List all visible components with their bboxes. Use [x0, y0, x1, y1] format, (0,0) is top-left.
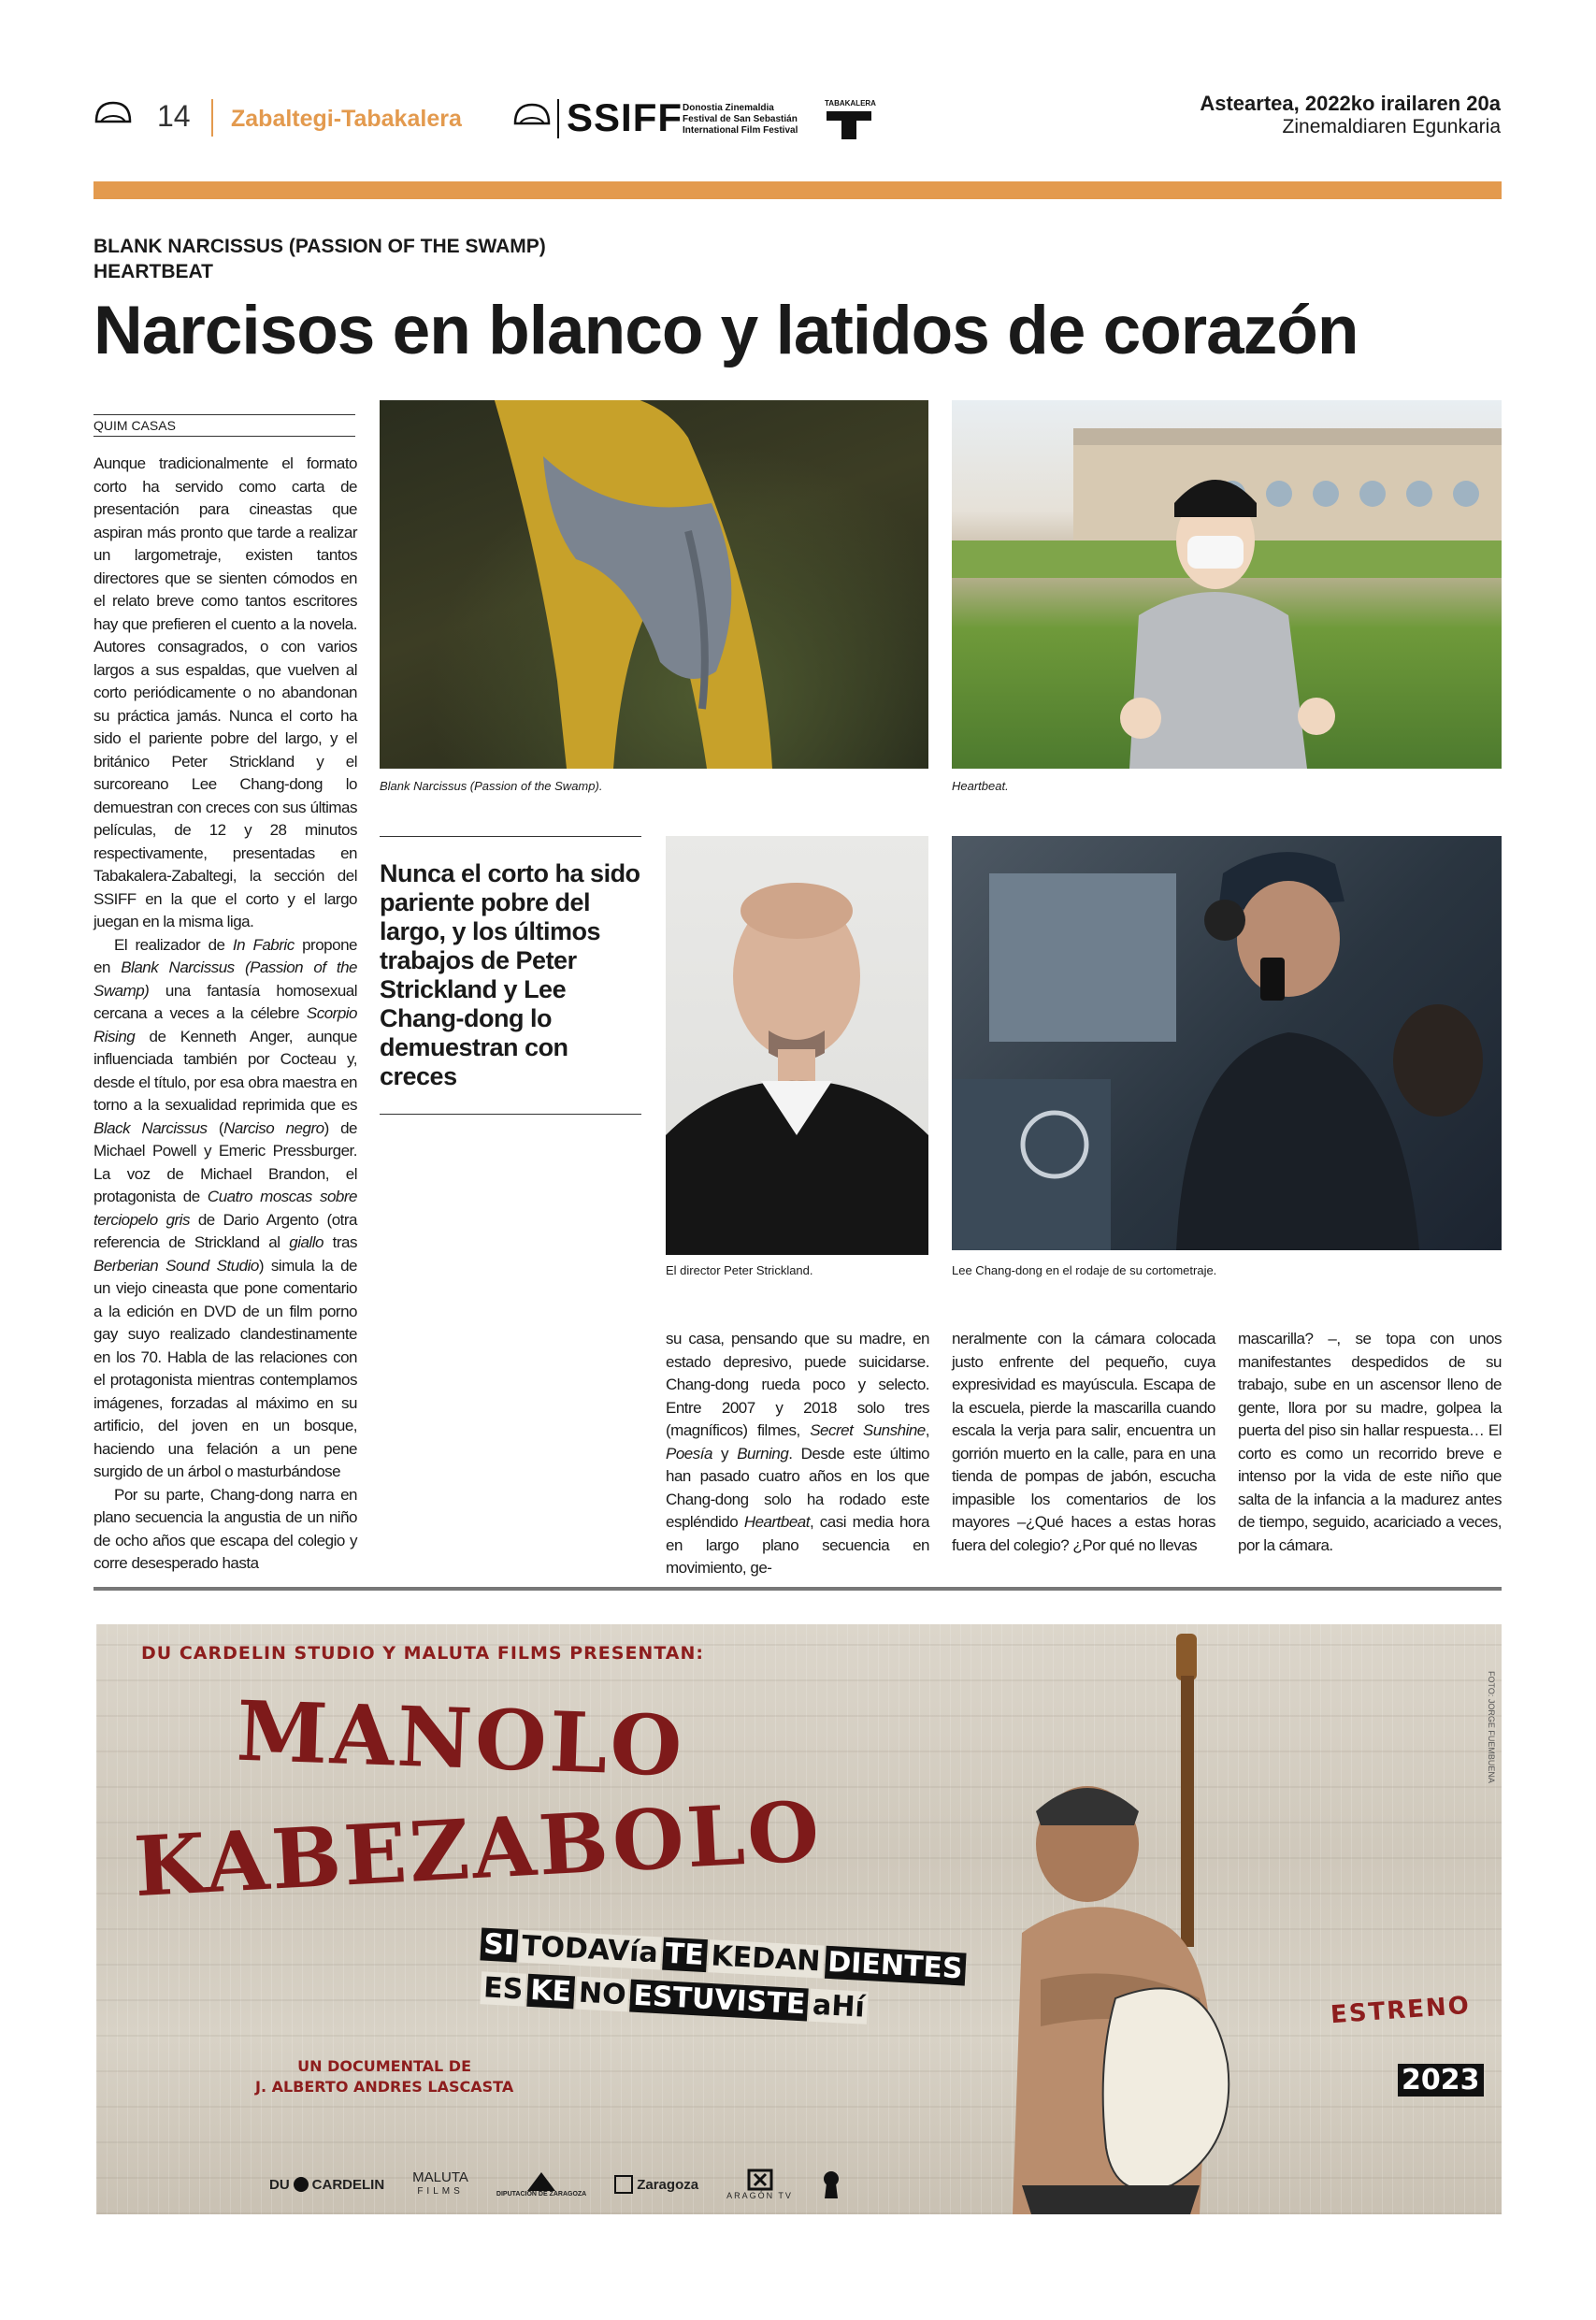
sponsor-aragon-tv: ARAGÓN TV: [726, 2169, 793, 2200]
caption-photo-3: El director Peter Strickland.: [666, 1263, 813, 1277]
header-rule: [93, 181, 1502, 199]
body-text: El realizador de: [114, 935, 233, 954]
body-text: (: [207, 1118, 224, 1137]
paragraph-3: Por su parte, Chang-dong narra en plano secuencia la angustia de un niño de ocho años que escapa del colegio y corre desesperado hasta: [93, 1485, 357, 1572]
ad-release-label: ESTRENO: [1330, 1991, 1472, 2030]
ad-title-line-2: KABEZABOLO: [131, 1781, 825, 1916]
section-name: Zabaltegi-Tabakalera: [231, 106, 462, 132]
film-title-text: Narciso negro: [223, 1118, 324, 1137]
paragraph-1: Aunque tradicionalmente el formato corto ha servido como carta de presentación para cineastas que aspiran más pronto que tarde a realizar un largometraje, existen tantos directores que se sienten cómodos en el relato breve como tantos escritores hay que prefieren el cuento a la novela. Autores consagrados, o con varios largos a sus espaldas, que vuelven al corto periódicamente o no abandonan su práctica jamás. Nunca el corto ha sido el pariente pobre del largo, y el británico Peter Strickland y el surcoreano Lee Chang-dong lo demuestran con creces con sus últimas películas, de 12 y 28 minutos respectivamente, presentadas en Tabakalera-Zabaltegi, la sección del SSIFF en la que el corto y el largo juegan en la misma liga.: [93, 454, 357, 930]
article-kicker: BLANK NARCISSUS (PASSION OF THE SWAMP) HEARTBEAT: [93, 236, 546, 282]
photo-peter-strickland: [666, 836, 928, 1255]
film-title-text: Poesía: [666, 1444, 712, 1463]
body-text: su casa, pensando que su madre, en estado depresivo, puede suicidarse. Chang-dong rueda poco y selecto. Entre 2007 y 2018 solo tres (magníficos) filmes,: [666, 1330, 929, 1439]
body-text: de Dario Argento (otra referencia de Strickland al: [93, 1210, 358, 1251]
issue-date: Asteartea, 2022ko irailaren 20a: [1200, 92, 1501, 115]
film-title-text: giallo: [289, 1233, 324, 1251]
body-text: , casi media hora en largo plano secuencia en movimiento, ge-: [666, 1513, 929, 1577]
article-column-2: [666, 1328, 929, 1580]
ad-musician-photo: [985, 1624, 1340, 2214]
shell-logo-icon: [93, 99, 133, 130]
byline: QUIM CASAS: [93, 414, 355, 437]
body-text: propone en: [93, 935, 357, 976]
ad-release-year: 2023: [1398, 2064, 1484, 2097]
ssiff-logo: SSIFF: [567, 95, 683, 139]
film-title-text: Cuatro moscas sobre terciopelo gris: [93, 1188, 357, 1229]
ad-separator: [93, 1587, 1502, 1591]
film-title-text: Burning: [737, 1444, 789, 1463]
body-text: y: [712, 1444, 738, 1463]
article-column-3: neralmente con la cámara colocada justo enfrente del pequeño, cuya expresividad es mayúscula. Escapa de la escuela, pierde la mascarilla cuando escala la verja para salir, encuentra un gorrión muerto en la calle, para en una tienda de pompas de jabón, escucha impasible los comentarios de los mayores –¿Qué haces a estas horas fuera del colegio? ¿Por qué no llevas: [952, 1330, 1215, 1554]
article-column-1: [93, 453, 357, 1576]
ssiff-shell-icon: [512, 101, 552, 132]
cardelin-circle-icon: [294, 2177, 309, 2192]
tabakalera-logo: TABAKALERA: [825, 99, 873, 144]
page-number: 14: [157, 99, 191, 133]
header-divider: [211, 99, 213, 137]
pull-quote: Nunca el corto ha sido pariente pobre del largo, y los últimos trabajos de Peter Strickland y Lee Chang-dong lo demuestran con creces: [380, 836, 641, 1115]
diputacion-triangle-icon: [527, 2172, 555, 2191]
body-text: ) de Michael Powell y Emeric Pressburger. La voz de Michael Brandon, el protagonista de: [93, 1118, 357, 1205]
body-text: ,: [925, 1421, 929, 1439]
ad-director-credit: UN DOCUMENTAL DE J. ALBERTO ANDRES LASCASTA: [255, 2057, 514, 2096]
brand-divider: [557, 99, 559, 138]
film-advertisement: [96, 1624, 1502, 2214]
body-text: . Desde este último han pasado cuatro años en los que Chang-dong solo ha rodado este espléndido: [666, 1444, 930, 1531]
photo-heartbeat: [952, 400, 1502, 769]
ad-tagline-line-1: SI TODAVía TE KEDAN DIENTES: [479, 1927, 967, 1985]
festival-name: Donostia Zinemaldia Festival de San Sebastián International Film Festival: [683, 103, 798, 136]
tabakalera-t-icon: [825, 108, 873, 139]
body-text: ) simula la de un viejo cineasta que pone comentario a la edición en DVD de un film porno gay suyo realizado clandestinamente en los 70. Habla de las relaciones con el protagonista mientras contemplamos imágenes, forzadas al máximo en su artificio, del joven en un bosque, haciendo una felación a un pene surgido de un árbol o masturbándose: [93, 1256, 357, 1480]
body-text: tras: [323, 1233, 357, 1251]
sponsor-zaragoza: Zaragoza: [614, 2175, 698, 2194]
film-title-text: Black Narcissus: [93, 1118, 208, 1137]
film-title-text: Blank Narcissus (Passion of the Swamp): [93, 958, 357, 1000]
film-title-text: Heartbeat: [743, 1513, 810, 1531]
photo-lee-chang-dong: [952, 836, 1502, 1250]
sponsor-maluta: MALUTA FILMS: [412, 2169, 468, 2197]
film-title-text: Secret Sunshine: [810, 1421, 926, 1439]
film-title-text: In Fabric: [232, 935, 295, 954]
ad-title-line-1: MANOLO: [235, 1681, 686, 1795]
ad-photo-credit: FOTO: JORGE FUEMBUENA: [1487, 1671, 1496, 1783]
aragon-tv-icon: [747, 2169, 773, 2191]
article-column-4: mascarilla? –, se topa con unos manifestantes despedidos de su trabajo, sube en un ascensor lleno de gente, llora por su madre, golpea la puerta del piso sin hallar respuesta… El corto es como un recorrido breve e intenso por la vida de este niño que salta de la infancia a la madurez antes de tiempo, seguido, acariciado a veces, por la cámara.: [1238, 1330, 1502, 1554]
sponsor-diputacion: DIPUTACIÓN DE ZARAGOZA: [496, 2172, 586, 2198]
keyhole-icon: [821, 2170, 841, 2198]
ad-sponsors: [269, 2169, 1073, 2200]
caption-photo-4: Lee Chang-dong en el rodaje de su cortometraje.: [952, 1263, 1217, 1277]
ad-presenters: DU CARDELIN STUDIO Y MALUTA FILMS PRESENTAN:: [141, 1643, 705, 1664]
film-title-text: Berberian Sound Studio: [93, 1256, 259, 1275]
publication-name: Zinemaldiaren Egunkaria: [1282, 116, 1501, 137]
photo-blank-narcissus: [380, 400, 928, 769]
caption-photo-2: Heartbeat.: [952, 779, 1009, 793]
zaragoza-icon: [614, 2175, 633, 2194]
body-text: de Kenneth Anger, aunque influenciada también por Cocteau y, desde el título, por esa obra maestra en torno a la sexualidad reprimida que es: [93, 1027, 357, 1114]
caption-photo-1: Blank Narcissus (Passion of the Swamp).: [380, 779, 603, 793]
body-text: una fantasía homosexual cercana a veces a la célebre: [93, 981, 357, 1022]
sponsor-keyhole: [821, 2170, 841, 2198]
ad-tagline-line-2: ES KE NO ESTUVISTE aHí: [479, 1971, 869, 2025]
sponsor-du-cardelin: DU CARDELIN: [269, 2176, 385, 2193]
paragraph-2: [93, 934, 357, 1484]
article-headline: Narcisos en blanco y latidos de corazón: [93, 293, 1359, 368]
film-title-text: Scorpio Rising: [93, 1004, 357, 1045]
